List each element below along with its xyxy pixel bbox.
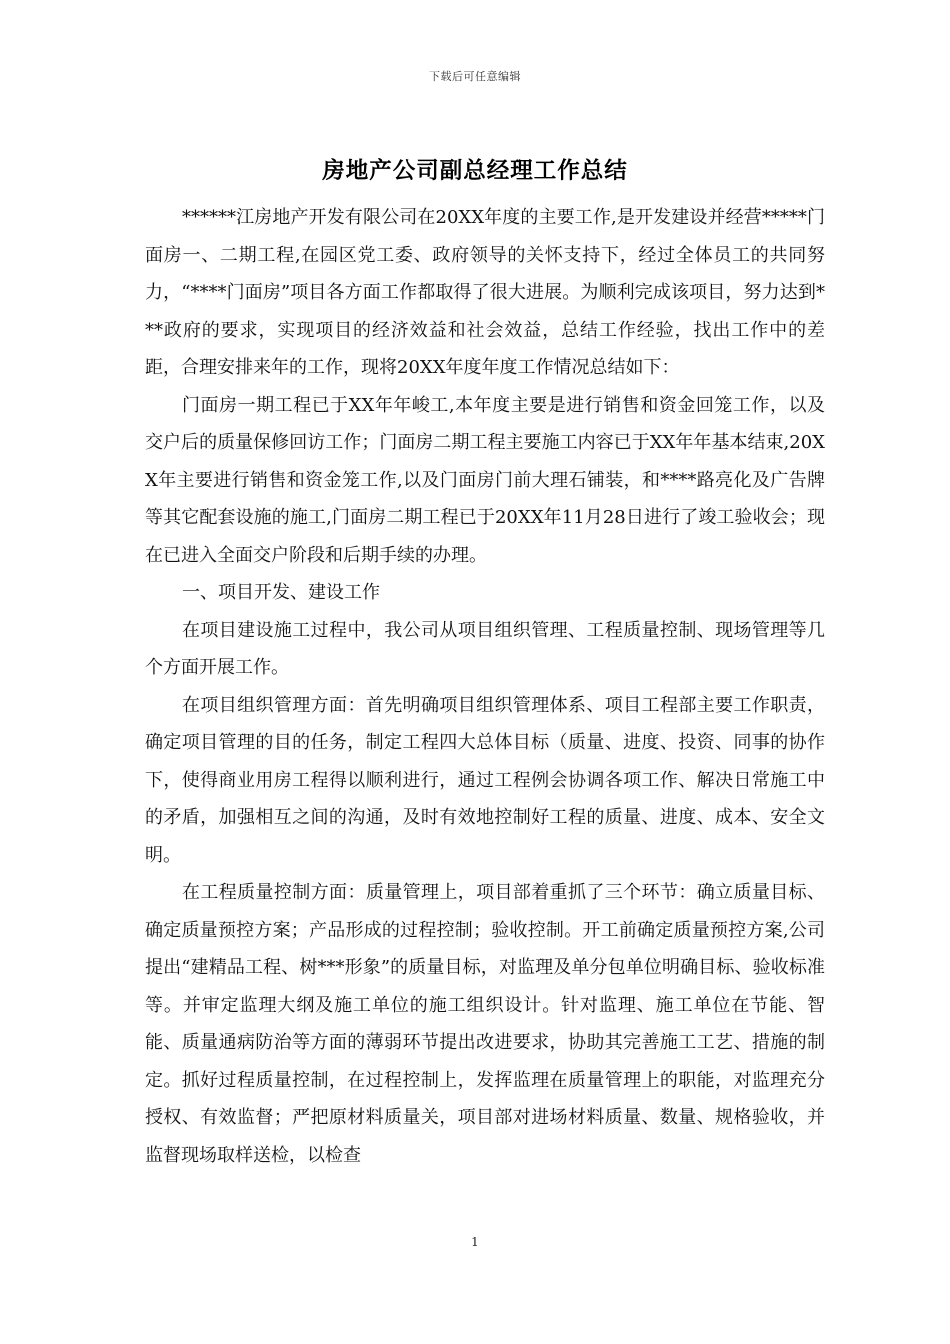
document-body — [145, 199, 825, 1174]
page-number: 1 — [471, 1235, 479, 1249]
paragraph-progress: 门面房一期工程已于XX年年峻工,本年度主要是进行销售和资金回笼工作，以及交户后的质量保修回访工作；门面房二期工程主要施工内容已于XX年年基本结束,20XX年主要进行销售和资金笼工作,以及门面房门前大理石铺装，和****路亮化及广告牌等其它配套设施的施工,门面房二期工程已于20XX年11月28日进行了竣工验收会；现在已进入全面交户阶段和后期手续的办理。 — [145, 394, 825, 566]
section-heading: 一、项目开发、建设工作 — [182, 582, 380, 603]
header-note: 下载后可任意编辑 — [429, 70, 521, 83]
paragraph-quality: 在工程质量控制方面：质量管理上，项目部着重抓了三个环节：确立质量目标、确定质量预控方案；产品形成的过程控制；验收控制。开工前确定质量预控方案,公司提出“建精品工程、树***形象”的质量目标，对监理及单分包单位明确目标、验收标准等。并审定监理大纲及施工单位的施工组织设计。针对监理、施工单位在节能、智能、质量通病防治等方面的薄弱环节提出改进要求，协助其完善施工工艺、措施的制定。抓好过程质量控制，在过程控制上，发挥监理在质量管理上的职能，对监理充分授权、有效监督；严把原材料质量关，项目部对进场材料质量、数量、规格验收，并监督现场取样送检，以检查 — [145, 882, 825, 1166]
paragraph-organization: 在项目组织管理方面：首先明确项目组织管理体系、项目工程部主要工作职责，确定项目管理的目的任务，制定工程四大总体目标（质量、进度、投资、同事的协作下，使得商业用房工程得以顺利进行，通过工程例会协调各项工作、解决日常施工中的矛盾，加强相互之间的沟通，及时有效地控制好工程的质量、进度、成本、安全文明。 — [145, 694, 825, 866]
document-title: 房地产公司副总经理工作总结 — [322, 158, 628, 184]
paragraph-intro: ******江房地产开发有限公司在20XX年度的主要工作,是开发建设并经营*****门面房一、二期工程,在园区党工委、政府领导的关怀支持下，经过全体员工的共同努力，“****门面房”项目各方面工作都取得了很大进展。为顺利完成该项目，努力达到***政府的要求，实现项目的经济效益和社会效益，总结工作经验，找出工作中的差距，合理安排来年的工作，现将20XX年度年度工作情况总结如下： — [145, 207, 825, 378]
paragraph-overview: 在项目建设施工过程中，我公司从项目组织管理、工程质量控制、现场管理等几个方面开展工作。 — [145, 619, 825, 678]
